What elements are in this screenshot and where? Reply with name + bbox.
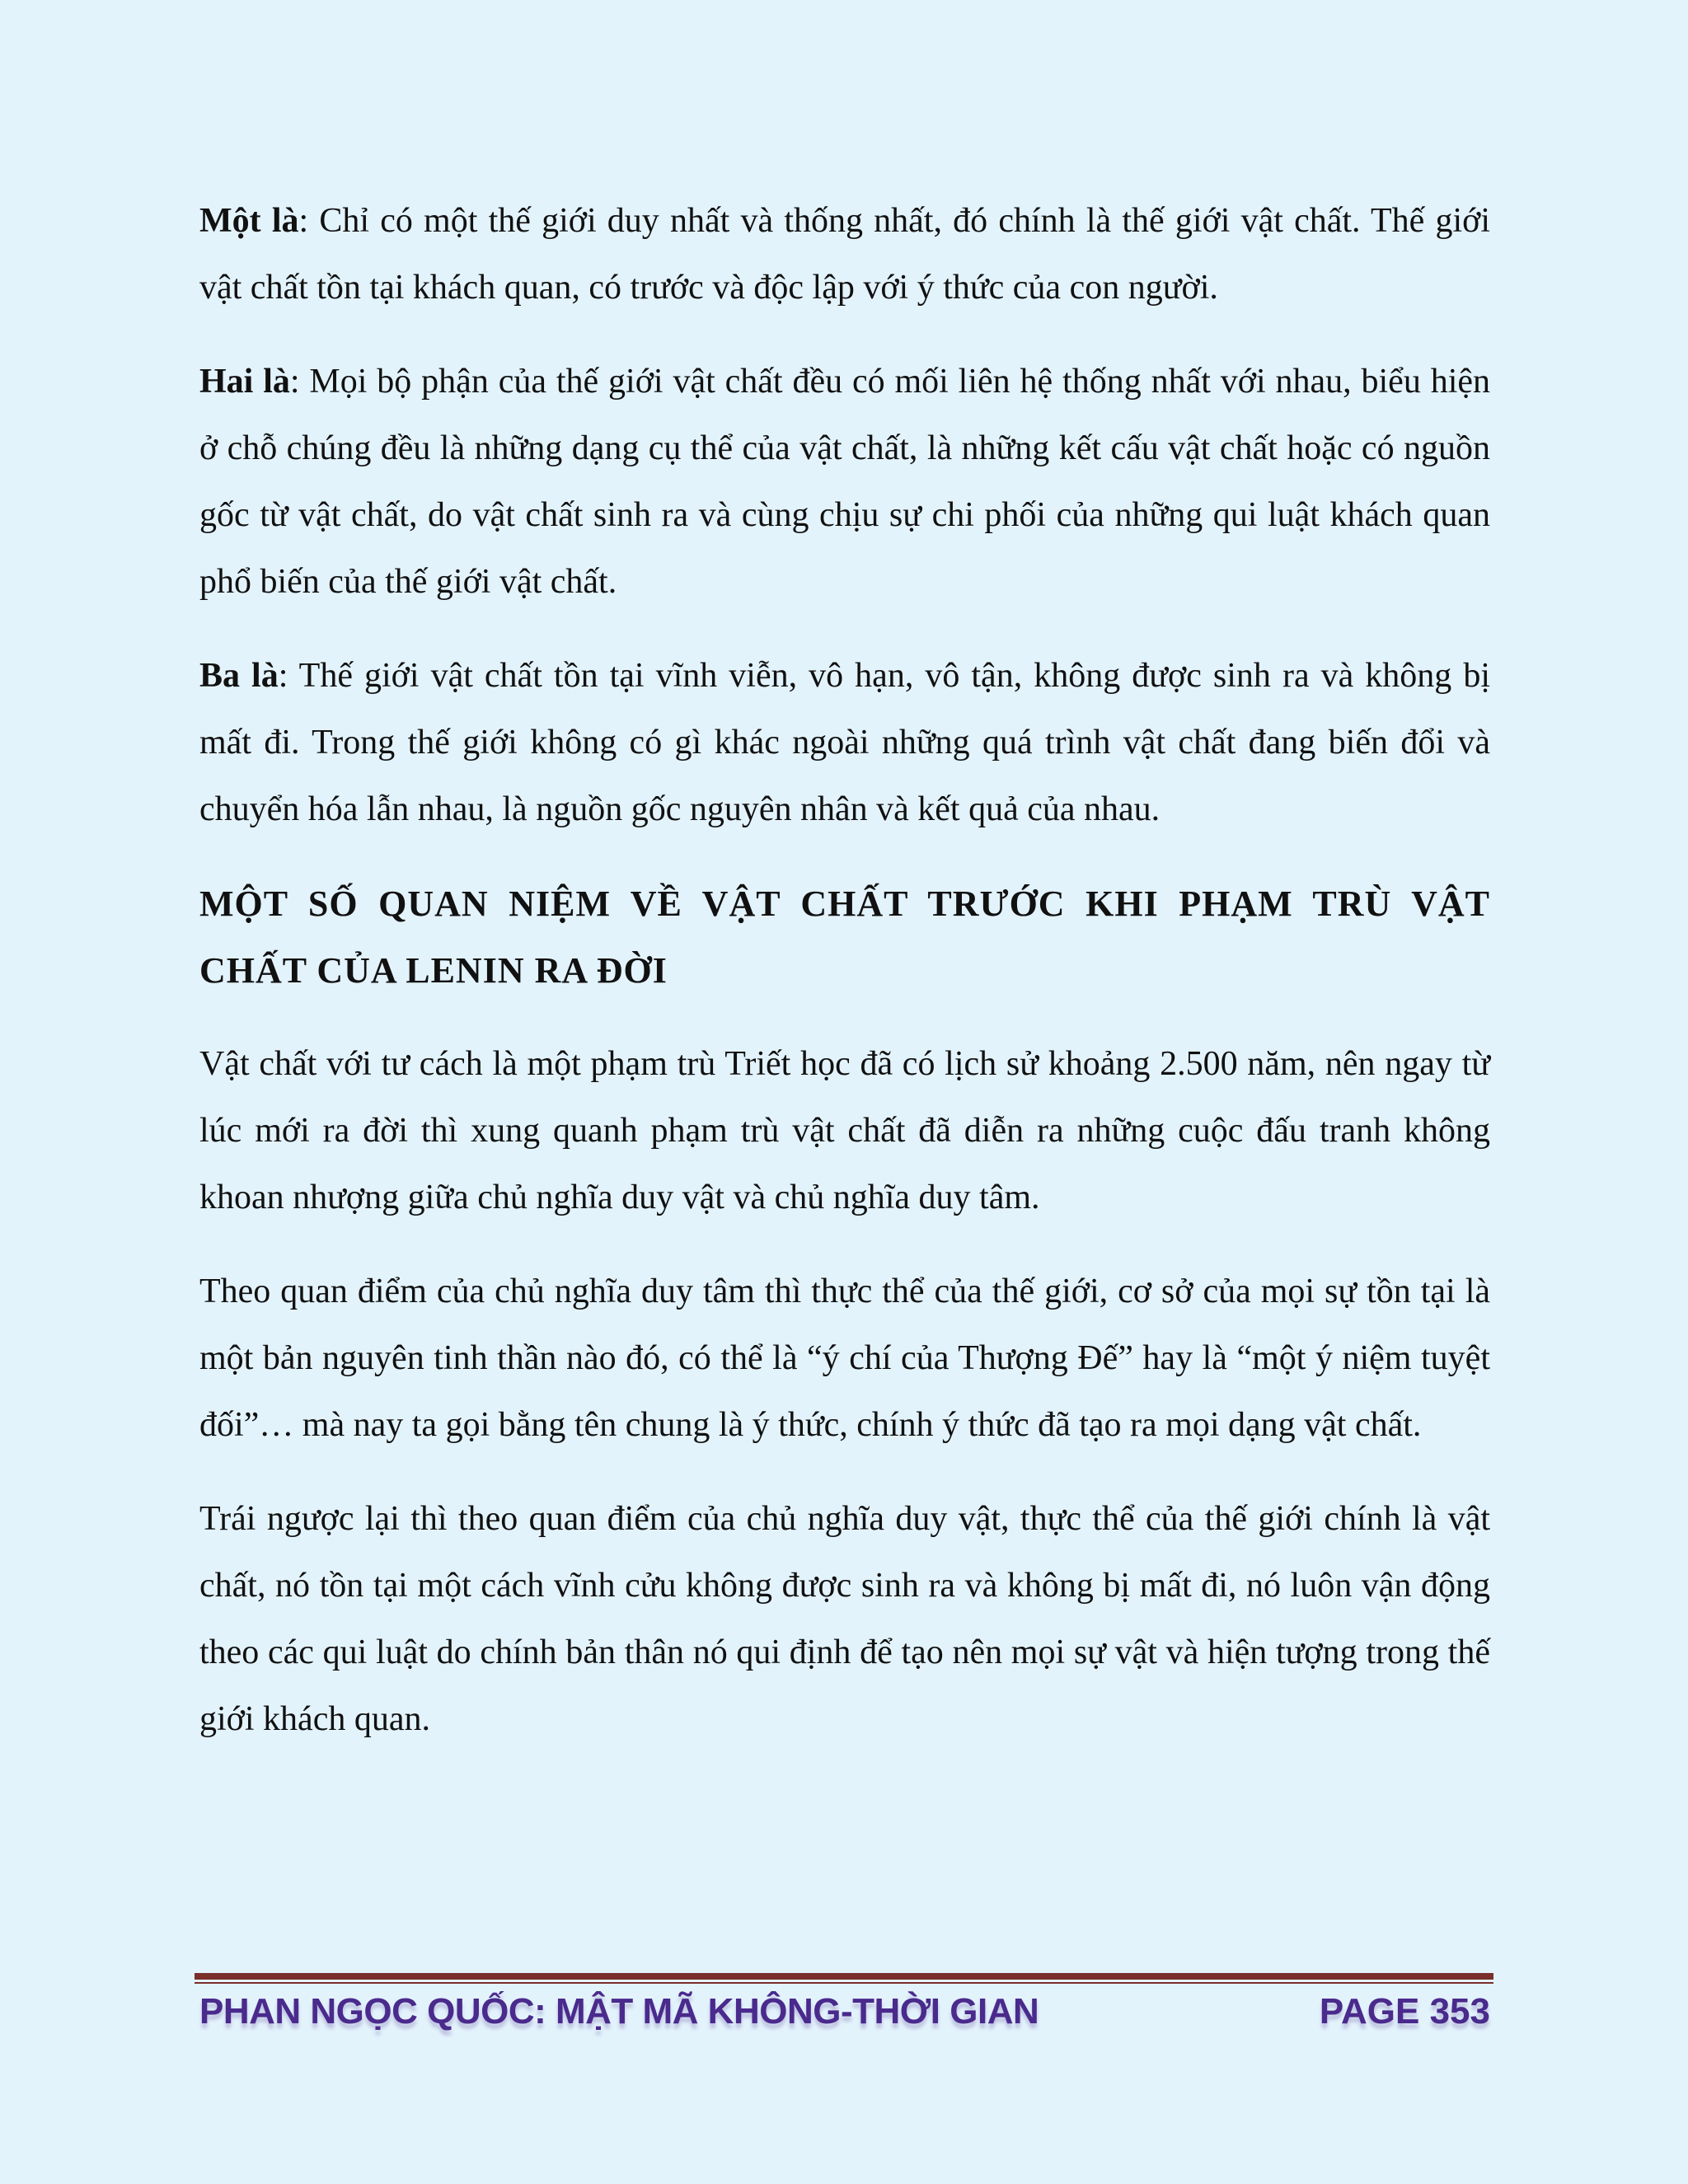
section-heading: MỘT SỐ QUAN NIỆM VỀ VẬT CHẤT TRƯỚC KHI PHẠM TRÙ VẬT CHẤT CỦA LENIN RA ĐỜI (199, 883, 1490, 991)
footer-divider-thick (195, 1973, 1493, 1980)
paragraph-ba-la (199, 643, 1490, 843)
page-content (199, 188, 1490, 1780)
paragraph-lead: Hai là (199, 363, 290, 401)
footer-book-title: PHAN NGỌC QUỐC: MẬT MÃ KHÔNG-THỜI GIAN (199, 1991, 1039, 2032)
body-paragraph: Vật chất với tư cách là một phạm trù Triết học đã có lịch sử khoảng 2.500 năm, nên ngay từ lúc mới ra đời thì xung quanh phạm trù vật chất đã diễn ra những cuộc đấu tranh không khoan nhượng giữa chủ nghĩa duy vật và chủ nghĩa duy tâm. (199, 1045, 1490, 1216)
body-paragraph: Trái ngược lại thì theo quan điểm của chủ nghĩa duy vật, thực thể của thế giới chính là vật chất, nó tồn tại một cách vĩnh cửu không được sinh ra và không bị mất đi, nó luôn vận động theo các qui luật do chính bản thân nó qui định để tạo nên mọi sự vật và hiện tượng trong thế giới khách quan. (199, 1500, 1490, 1738)
footer-page-number: PAGE 353 (1319, 1991, 1490, 2032)
paragraph-lead: Một là (199, 202, 299, 240)
body-paragraph: Theo quan điểm của chủ nghĩa duy tâm thì thực thể của thế giới, cơ sở của mọi sự tồn tại là một bản nguyên tinh thần nào đó, có thể là “ý chí của Thượng Đế” hay là “một ý niệm tuyệt đối”… mà nay ta gọi bằng tên chung là ý thức, chính ý thức đã tạo ra mọi dạng vật chất. (199, 1272, 1490, 1444)
paragraph-text: : Mọi bộ phận của thế giới vật chất đều có mối liên hệ thống nhất với nhau, biểu hiện ở chỗ chúng đều là những dạng cụ thể của vật chất, là những kết cấu vật chất hoặc có nguồn gốc từ vật chất, do vật chất sinh ra và cùng chịu sự chi phối của những qui luật khách quan phổ biến của thế giới vật chất. (199, 363, 1491, 601)
paragraph-hai-la (199, 349, 1490, 616)
paragraph-mot-la (199, 188, 1490, 321)
page-footer (199, 1983, 1490, 2041)
paragraph-lead: Ba là (199, 657, 279, 695)
paragraph-text: : Chỉ có một thế giới duy nhất và thống nhất, đó chính là thế giới vật chất. Thế giới vật chất tồn tại khách quan, có trước và độc lập với ý thức của con người. (199, 202, 1490, 307)
paragraph-text: : Thế giới vật chất tồn tại vĩnh viễn, vô hạn, vô tận, không được sinh ra và không bị mất đi. Trong thế giới không có gì khác ngoài những quá trình vật chất đang biến đổi và chuyển hóa lẫn nhau, là nguồn gốc nguyên nhân và kết quả của nhau. (199, 657, 1490, 828)
